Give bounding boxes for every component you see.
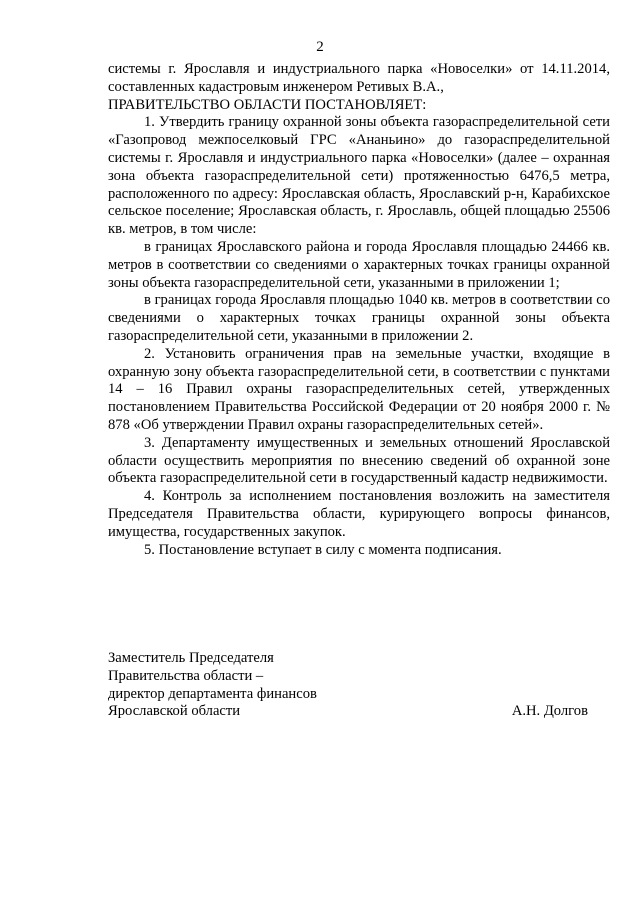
signature-title-line-2: Правительства области – bbox=[108, 667, 264, 684]
signature-final-row bbox=[108, 703, 610, 721]
item-5-paragraph: 5. Постановление вступает в силу с момента подписания. bbox=[144, 541, 502, 558]
item-4-paragraph: 4. Контроль за исполнением постановления возложить на заместителя Председателя Правительства области, курирующего вопросы финансов, имущества, государственных закупок. bbox=[108, 488, 610, 540]
signer-name: А.Н. Долгов bbox=[511, 703, 588, 720]
item-3-paragraph: 3. Департаменту имущественных и земельных отношений Ярославской области осуществить мероприятия по внесению сведений об охранной зоне объекта газораспределительной сети в государственный кадастр недвижимости. bbox=[108, 434, 610, 487]
document-body bbox=[108, 61, 610, 559]
signature-block bbox=[108, 650, 610, 721]
item-2-paragraph: 2. Установить ограничения прав на земельные участки, входящие в охранную зону объекта газораспределительной сети, в соответствии с пунктами 14 – 16 Правил охраны газораспределительных сетей, утвержденных постановлением Правительства Российской Федерации от 20 ноября 2000 г. № 878 «Об утверждении Правил охраны газораспределительных сетей». bbox=[108, 345, 610, 433]
signature-title-line-1: Заместитель Председателя bbox=[108, 650, 274, 666]
intro-paragraph: системы г. Ярославля и индустриального парка «Новоселки» от 14.11.2014, составленных кадастровым инженером Ретивых В.А., bbox=[108, 61, 610, 95]
item-1-subparagraph-1: в границах Ярославского района и города Ярославля площадью 24466 кв. метров в соответствии со сведениями о характерных точках границы охранной зоны объекта газораспределительной сети, указанными в приложении 1; bbox=[108, 238, 610, 291]
resolution-heading: ПРАВИТЕЛЬСТВО ОБЛАСТИ ПОСТАНОВЛЯЕТ: bbox=[108, 96, 427, 113]
page-number: 2 bbox=[316, 39, 324, 55]
signature-title-line-3: директор департамента финансов bbox=[108, 685, 317, 702]
item-1-paragraph: 1. Утвердить границу охранной зоны объекта газораспределительной сети «Газопровод межпоселковый ГРС «Ананьино» до газораспределительной системы г. Ярославля и индустриального парка «Новоселки» (далее – охранная зона объекта газораспределительной сети) протяженностью 6476,5 метра, расположенного по адресу: Ярославская область, Ярославский р-н, Карабихское сельское поселение; Ярославская область, г. Ярославль, общей площадью 25506 кв. метров, в том числе: bbox=[108, 114, 610, 238]
signature-title-line-4: Ярославской области bbox=[108, 703, 241, 720]
item-1-subparagraph-2: в границах города Ярославля площадью 1040 кв. метров в соответствии со сведениями о характерных точках границы охранной зоны объекта газораспределительной сети, указанными в приложении 2. bbox=[108, 292, 610, 344]
